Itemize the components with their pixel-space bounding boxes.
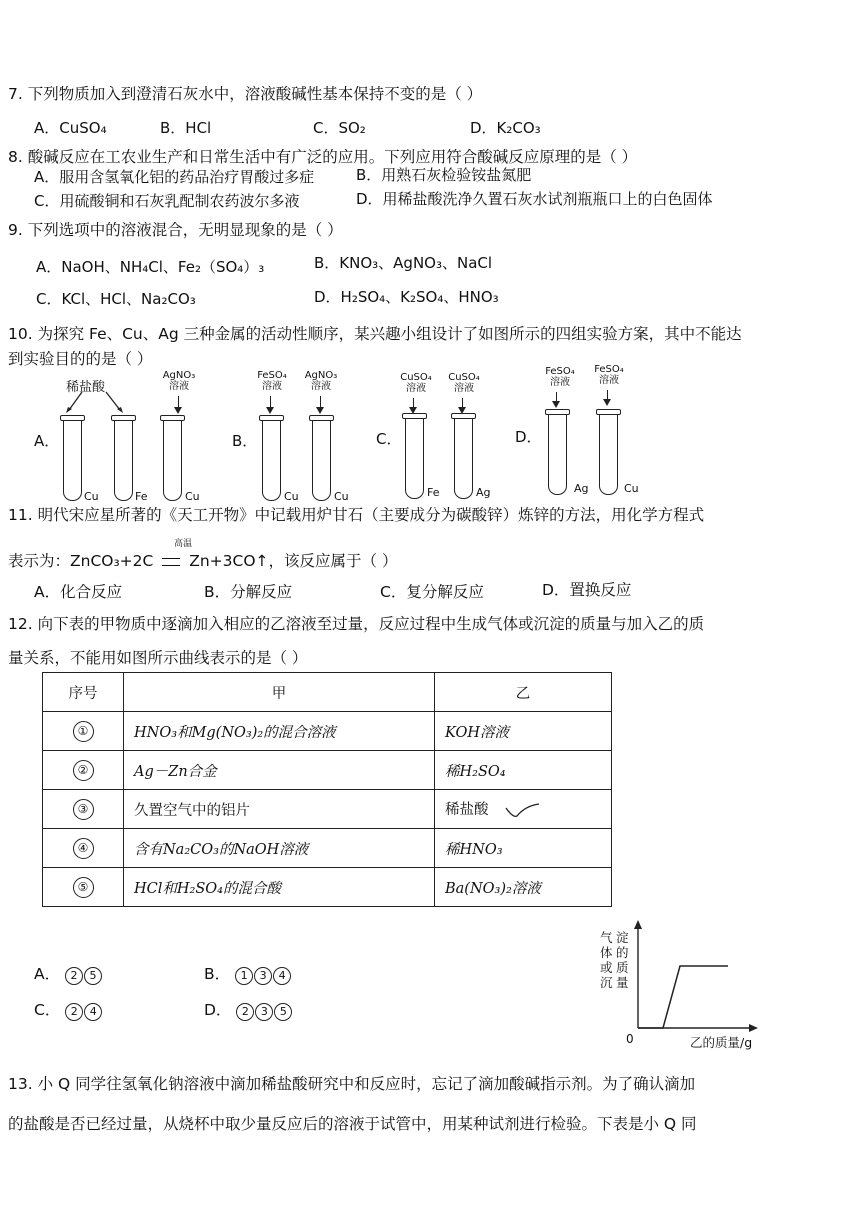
graph-xlabel: 乙的质量/g bbox=[690, 1035, 753, 1050]
row-number-1: ① bbox=[73, 721, 94, 742]
q12-option-c-letter: C． bbox=[34, 1001, 61, 1019]
q9-option-a[interactable]: A．NaOH、NH₄Cl、Fe₂（SO₄）₃ bbox=[36, 258, 265, 276]
row-5-jia: HCl和H₂SO₄的混合酸 bbox=[124, 868, 435, 907]
row-number-5: ⑤ bbox=[73, 877, 94, 898]
test-tube-icon bbox=[312, 418, 331, 501]
scheme-a-reagent-hcl: 稀盐酸 bbox=[66, 380, 106, 395]
table-header-jia: 甲 bbox=[124, 673, 435, 712]
q12-option-a-letter: A． bbox=[34, 965, 61, 983]
scheme-a-reagent-agno3: AgNO₃ 溶液 bbox=[162, 370, 196, 392]
scheme-c-metal-1: Fe bbox=[427, 486, 440, 499]
graph-origin: 0 bbox=[626, 1032, 634, 1046]
scheme-b-metal-1: Cu bbox=[284, 490, 299, 503]
q8-option-d[interactable]: D．用稀盐酸洗净久置石灰水试剂瓶瓶口上的白色固体 bbox=[356, 190, 713, 208]
q13-line2: 的盐酸是否已经过量，从烧杯中取少量反应后的溶液于试管中，用某种试剂进行检验。下表是小 Q 同 bbox=[8, 1115, 697, 1133]
scheme-c-label: C． bbox=[376, 430, 402, 448]
table-row bbox=[43, 829, 612, 868]
table-row bbox=[43, 751, 612, 790]
scheme-c-reagent-a: CuSO₄ 溶液 bbox=[400, 372, 432, 394]
circled-number: 4 bbox=[84, 1003, 102, 1021]
q11-option-c[interactable]: C．复分解反应 bbox=[380, 583, 484, 601]
scheme-d-reagent-a: FeSO₄ 溶液 bbox=[545, 366, 575, 388]
scheme-d-metal-1: Ag bbox=[574, 482, 589, 495]
q9-stem: 9. 下列选项中的溶液混合，无明显现象的是（ ） bbox=[8, 221, 343, 239]
scheme-d-reagent-b: FeSO₄ 溶液 bbox=[594, 364, 624, 386]
circled-number: 3 bbox=[254, 967, 272, 985]
scheme-b-reagent-b: AgNO₃ 溶液 bbox=[304, 370, 338, 392]
q12-stem-line1: 12. 向下表的甲物质中逐滴加入相应的乙溶液至过量，反应过程中生成气体或沉淀的质量与加入乙的质 bbox=[8, 615, 705, 633]
test-tube-icon bbox=[599, 412, 618, 495]
row-number-2: ② bbox=[73, 760, 94, 781]
scheme-b-arrow-icon bbox=[320, 396, 321, 412]
circled-number: 5 bbox=[274, 1003, 292, 1021]
y-axis-arrow-icon bbox=[634, 920, 642, 929]
scheme-d-label: D． bbox=[515, 428, 542, 446]
scheme-d-arrow-icon bbox=[607, 390, 608, 404]
scheme-b-metal-2: Cu bbox=[334, 490, 349, 503]
q11-eq-suffix: Zn+3CO↑，该反应属于（ ） bbox=[189, 552, 398, 570]
scheme-a-metal-2: Fe bbox=[135, 490, 148, 503]
q7-option-a[interactable]: A．CuSO₄ bbox=[34, 119, 107, 137]
test-tube-icon bbox=[454, 416, 473, 499]
test-tube-icon bbox=[63, 418, 82, 501]
circled-number: 4 bbox=[273, 967, 291, 985]
q12-option-a[interactable] bbox=[34, 962, 103, 985]
q8-option-a[interactable]: A．服用含氢氧化铝的药品治疗胃酸过多症 bbox=[34, 168, 315, 186]
q13-line1: 13. 小 Q 同学往氢氧化钠溶液中滴加稀盐酸研究中和反应时，忘记了滴加酸碱指示剂。为了确认滴加 bbox=[8, 1075, 696, 1093]
table-row bbox=[43, 712, 612, 751]
scheme-c-reagent-b: CuSO₄ 溶液 bbox=[448, 372, 480, 394]
row-3-jia: 久置空气中的铝片 bbox=[124, 790, 435, 829]
circled-number: 1 bbox=[235, 967, 253, 985]
table-row bbox=[43, 790, 612, 829]
scheme-a-label: A． bbox=[34, 432, 60, 450]
scheme-a-arrow-icon bbox=[178, 396, 179, 412]
q12-option-b[interactable] bbox=[204, 962, 292, 985]
scheme-c-metal-2: Ag bbox=[476, 486, 491, 499]
scheme-d-arrow-icon bbox=[556, 392, 557, 406]
scheme-c-arrow-icon bbox=[413, 398, 414, 412]
q11-condition: 高温 bbox=[174, 539, 193, 549]
circled-number: 5 bbox=[84, 967, 102, 985]
row-5-yi: Ba(NO₃)₂溶液 bbox=[435, 868, 612, 907]
q11-stem-line1: 11. 明代宋应星所著的《天工开物》中记载用炉甘石（主要成分为碳酸锌）炼锌的方法，用化学方程式 bbox=[8, 506, 705, 524]
table-header-yi: 乙 bbox=[435, 673, 612, 712]
test-tube-icon bbox=[114, 418, 133, 501]
graph-ylabel-col2: 淀的质量 bbox=[616, 930, 629, 990]
circled-number: 2 bbox=[65, 1003, 83, 1021]
row-4-jia: 含有Na₂CO₃的NaOH溶液 bbox=[124, 829, 435, 868]
test-tube-icon bbox=[405, 416, 424, 499]
scheme-b-label: B． bbox=[232, 432, 258, 450]
q8-option-c[interactable]: C．用硫酸铜和石灰乳配制农药波尔多液 bbox=[34, 192, 300, 210]
q7-stem: 7. 下列物质加入到澄清石灰水中，溶液酸碱性基本保持不变的是（ ） bbox=[8, 85, 483, 103]
row-1-yi: KOH溶液 bbox=[435, 712, 612, 751]
circled-number: 3 bbox=[255, 1003, 273, 1021]
q9-option-d[interactable]: D．H₂SO₄、K₂SO₄、HNO₃ bbox=[314, 288, 499, 306]
q11-equation bbox=[8, 549, 397, 571]
q10-stem-line2: 到实验目的的是（ ） bbox=[8, 350, 153, 368]
q7-option-d[interactable]: D．K₂CO₃ bbox=[470, 119, 541, 137]
q12-option-c[interactable] bbox=[34, 998, 103, 1021]
table-header-no: 序号 bbox=[43, 673, 124, 712]
q7-option-c[interactable]: C．SO₂ bbox=[313, 119, 366, 137]
circled-number: 2 bbox=[65, 967, 83, 985]
row-number-3: ③ bbox=[73, 799, 94, 820]
row-3-yi bbox=[435, 790, 612, 829]
q9-option-b[interactable]: B．KNO₃、AgNO₃、NaCl bbox=[314, 254, 493, 272]
q8-stem: 8. 酸碱反应在工农业生产和日常生活中有广泛的应用。下列应用符合酸碱反应原理的是（ ） bbox=[8, 148, 638, 166]
q12-stem-line2: 量关系，不能用如图所示曲线表示的是（ ） bbox=[8, 649, 308, 667]
q11-eq-prefix: 表示为：ZnCO₃+2C bbox=[8, 552, 154, 570]
circled-number: 2 bbox=[236, 1003, 254, 1021]
q9-option-c[interactable]: C．KCl、HCl、Na₂CO₃ bbox=[36, 290, 196, 308]
graph-ylabel-col1: 气体或沉 bbox=[600, 930, 613, 990]
q8-option-b[interactable]: B．用熟石灰检验铵盐氮肥 bbox=[356, 166, 532, 184]
scheme-a-metal-3: Cu bbox=[185, 490, 200, 503]
test-tube-icon bbox=[548, 412, 567, 495]
table-header-row bbox=[43, 673, 612, 712]
q10-stem-line1: 10. 为探究 Fe、Cu、Ag 三种金属的活动性顺序，某兴趣小组设计了如图所示的四组实验方案，其中不能达 bbox=[8, 325, 742, 343]
row-number-4: ④ bbox=[73, 838, 94, 859]
scheme-d-metal-2: Cu bbox=[624, 482, 639, 495]
x-axis-arrow-icon bbox=[749, 1024, 758, 1032]
checkmark-icon bbox=[503, 800, 543, 820]
scheme-b-arrow-icon bbox=[270, 396, 271, 412]
q11-option-d[interactable]: D．置换反应 bbox=[542, 581, 632, 599]
scheme-b-reagent-a: FeSO₄ 溶液 bbox=[257, 370, 287, 392]
row-2-jia: Ag－Zn合金 bbox=[124, 751, 435, 790]
graph-plot bbox=[630, 920, 758, 1036]
q12-option-d[interactable] bbox=[204, 998, 293, 1021]
graph-curve bbox=[638, 966, 728, 1028]
q12-table bbox=[42, 672, 612, 907]
row-3-yi-text: 稀盐酸 bbox=[445, 802, 489, 818]
q12-option-b-letter: B． bbox=[204, 965, 231, 983]
q12-option-d-letter: D． bbox=[204, 1001, 232, 1019]
test-tube-icon bbox=[262, 418, 281, 501]
scheme-c-arrow-icon bbox=[462, 398, 463, 412]
table-row bbox=[43, 868, 612, 907]
row-1-jia: HNO₃和Mg(NO₃)₂的混合溶液 bbox=[124, 712, 435, 751]
row-2-yi: 稀H₂SO₄ bbox=[435, 751, 612, 790]
test-tube-icon bbox=[163, 418, 182, 501]
row-4-yi: 稀HNO₃ bbox=[435, 829, 612, 868]
scheme-a-split-arrows bbox=[60, 390, 140, 416]
equals-sign-icon bbox=[162, 558, 180, 566]
q11-option-b[interactable]: B．分解反应 bbox=[204, 583, 293, 601]
q7-option-b[interactable]: B．HCl bbox=[160, 119, 212, 137]
scheme-a-metal-1: Cu bbox=[84, 490, 99, 503]
q11-option-a[interactable]: A．化合反应 bbox=[34, 583, 123, 601]
